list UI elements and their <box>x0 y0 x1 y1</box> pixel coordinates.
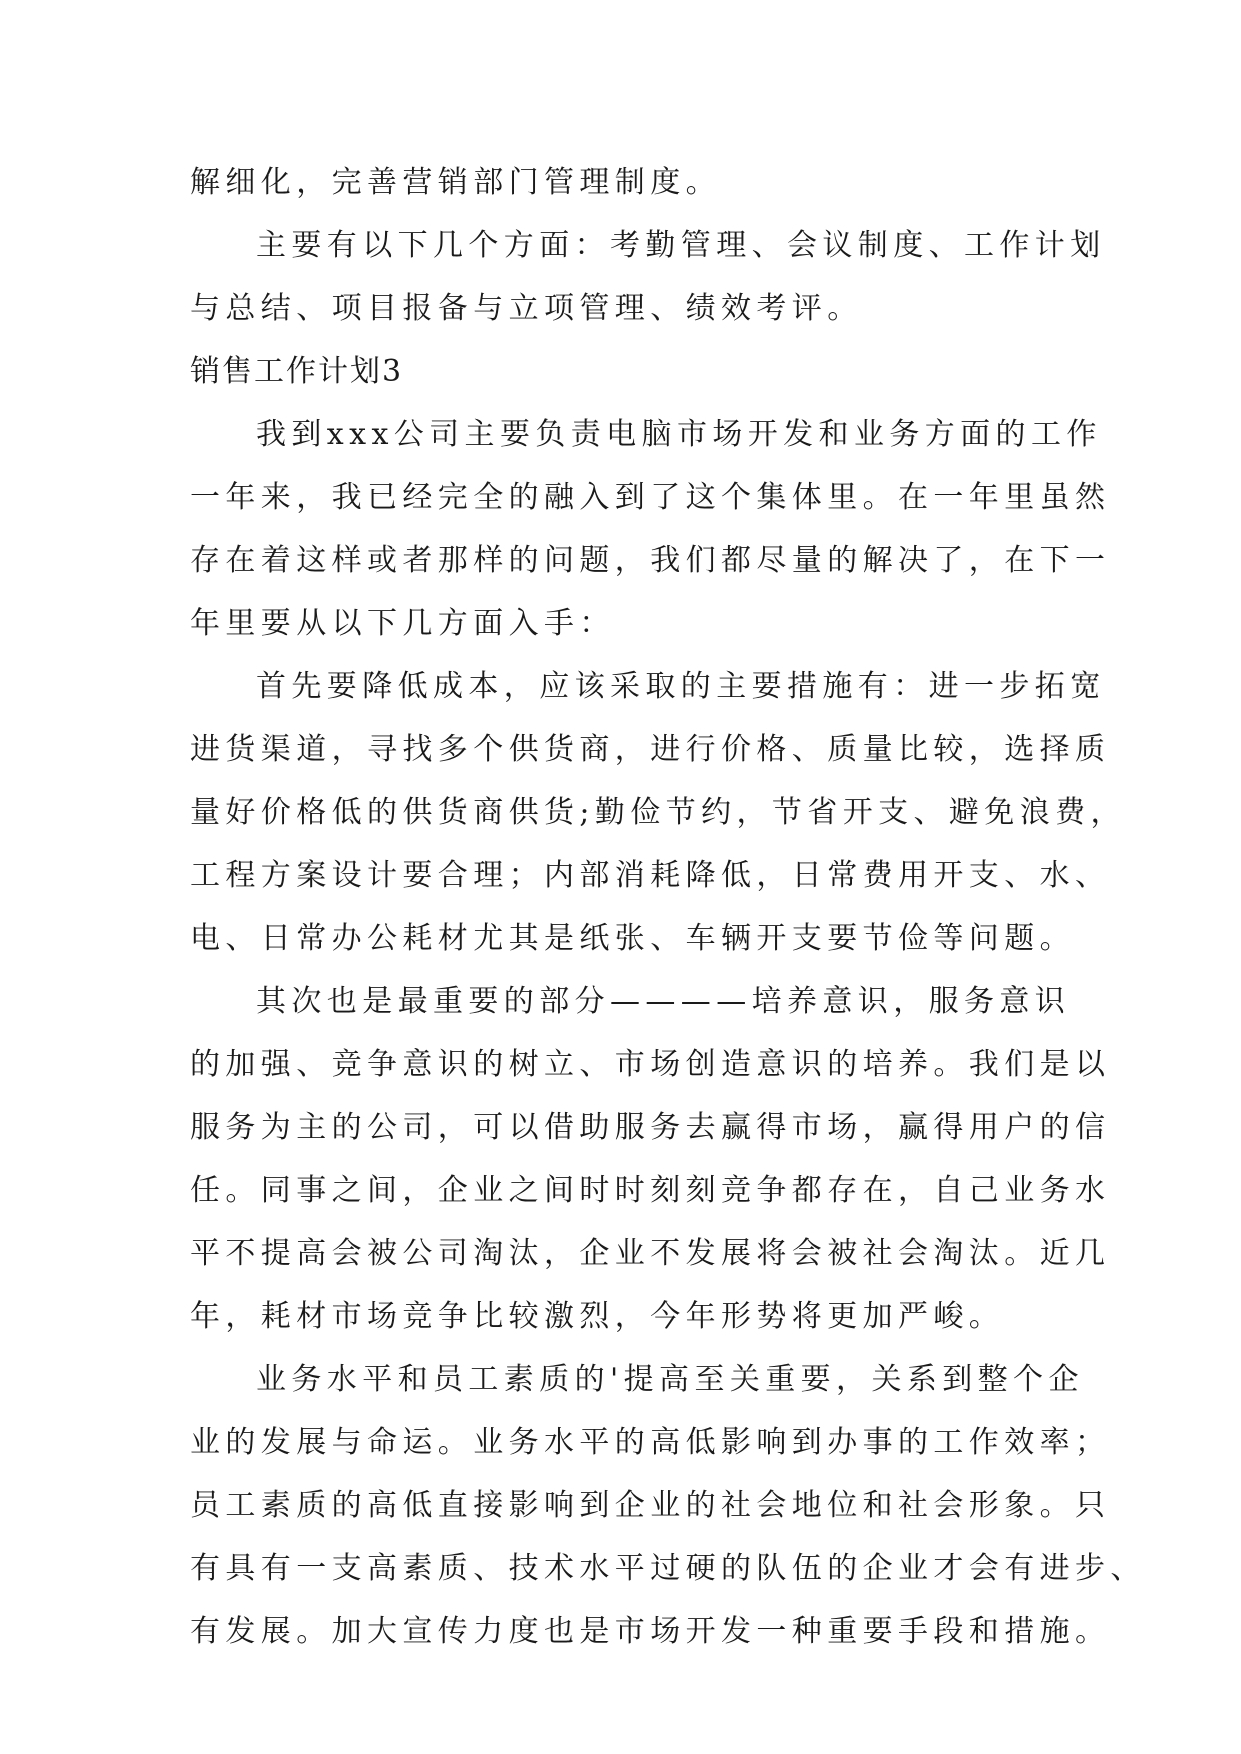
text-line: 业的发展与命运。业务水平的高低影响到办事的工作效率； <box>190 1425 1111 1460</box>
text-line: 员工素质的高低直接影响到企业的社会地位和社会形象。只 <box>190 1488 1111 1523</box>
text-line: 的加强、竞争意识的树立、市场创造意识的培养。我们是以 <box>190 1047 1111 1082</box>
paragraph-start-line: 首先要降低成本，应该采取的主要措施有：进一步拓宽 <box>256 669 1106 704</box>
text-line: 服务为主的公司，可以借助服务去赢得市场，赢得用户的信 <box>190 1110 1111 1145</box>
text-line: 进货渠道，寻找多个供货商，进行价格、质量比较，选择质 <box>190 732 1111 767</box>
text-line: 电、日常办公耗材尤其是纸张、车辆开支要节俭等问题。 <box>190 921 1075 956</box>
text-line: 存在着这样或者那样的问题，我们都尽量的解决了，在下一 <box>190 543 1111 578</box>
text-line: 一年来，我已经完全的融入到了这个集体里。在一年里虽然 <box>190 480 1111 515</box>
paragraph-start-line: 我到xxx公司主要负责电脑市场开发和业务方面的工作 <box>256 417 1102 452</box>
section-heading: 销售工作计划3 <box>190 354 404 389</box>
text-line: 平不提高会被公司淘汰，企业不发展将会被社会淘汰。近几 <box>190 1236 1111 1271</box>
text-line: 与总结、项目报备与立项管理、绩效考评。 <box>190 291 863 326</box>
paragraph-start-line: 业务水平和员工素质的'提高至关重要，关系到整个企 <box>256 1362 1084 1397</box>
text-line: 年，耗材市场竞争比较激烈，今年形势将更加严峻。 <box>190 1299 1005 1334</box>
text-line: 有发展。加大宣传力度也是市场开发一种重要手段和措施。 <box>190 1614 1111 1649</box>
text-line: 量好价格低的供货商供货;勤俭节约，节省开支、避免浪费， <box>190 795 1126 830</box>
text-line: 解细化，完善营销部门管理制度。 <box>190 165 721 200</box>
text-line: 任。同事之间，企业之间时时刻刻竞争都存在，自己业务水 <box>190 1173 1111 1208</box>
paragraph-start-line: 其次也是最重要的部分————培养意识，服务意识 <box>256 984 1071 1019</box>
text-line: 年里要从以下几方面入手： <box>190 606 615 641</box>
text-line: 有具有一支高素质、技术水平过硬的队伍的企业才会有进步、 <box>190 1551 1146 1586</box>
text-line: 工程方案设计要合理；内部消耗降低，日常费用开支、水、 <box>190 858 1111 893</box>
paragraph-start-line: 主要有以下几个方面：考勤管理、会议制度、工作计划 <box>256 228 1106 263</box>
